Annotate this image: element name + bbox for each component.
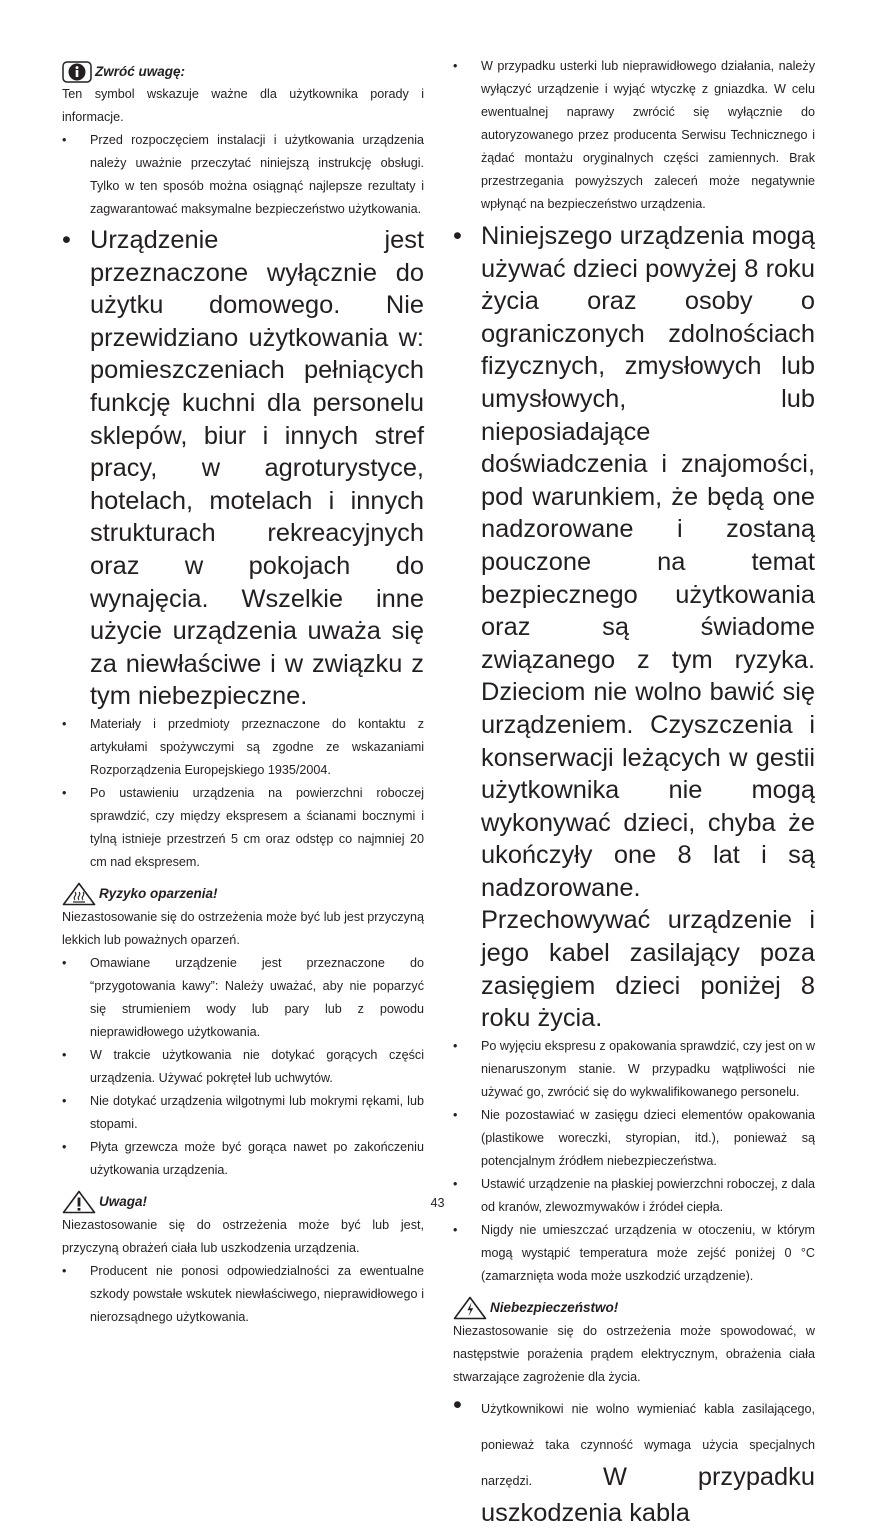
burn-heading: [62, 882, 424, 906]
right-column: [453, 55, 815, 1529]
note-intro: Ten symbol wskazuje ważne dla użytkownika porady i informacje.: [62, 87, 424, 124]
list-item: • Producent nie ponosi odpowiedzialności za ewentualne szkody powstałe wskutek niewłaściwego, nieprawidłowego i nierozsądnego użytkowania.: [62, 1260, 424, 1329]
note-heading: [62, 60, 424, 83]
left-column: [62, 60, 424, 1329]
hot-surface-warning-icon: [62, 882, 96, 906]
danger-item-large-text: W przypadku uszkodzenia kabla: [481, 1462, 815, 1527]
list-item: • Płyta grzewcza może być gorąca nawet po zakończeniu użytkowania urządzenia.: [62, 1136, 424, 1182]
danger-title: Niebezpieczeństwo!: [490, 1300, 619, 1316]
list-item-large: • Urządzenie jest przeznaczone wyłącznie do użytku domowego. Nie przewidziano użytkowania w: pomieszczeniach pełniących funkcję kuchni dla personelu sklepów, biur i innych stref pracy, w agroturystyce, hotelach, motelach i innych strukturach rekreacyjnych oraz w pokojach do wynajęcia. Wszelkie inne użycie urządzenia uważa się za niewłaściwe i w związku z tym niebezpieczne.: [62, 224, 424, 713]
caution-title: Uwaga!: [99, 1194, 148, 1210]
list-item: • Nigdy nie umieszczać urządzenia w otoczeniu, w którym mogą wystąpić temperatura może zejść poniżej 0 °C (zamarznięta woda może uszkodzić urządzenie).: [453, 1219, 815, 1288]
list-item: • Omawiane urządzenie jest przeznaczone do “przygotowania kawy”: Należy uważać, aby nie poparzyć się strumieniem wody lub pary lub z powodu nieprawidłowego użytkowania.: [62, 952, 424, 1044]
list-item: • W przypadku usterki lub nieprawidłowego działania, należy wyłączyć urządzenie i wyjąć wtyczkę z gniazdka. W celu ewentualnej naprawy zwrócić się wyłącznie do autoryzowanego przez producenta Serwisu Technicznego i żądać montażu oryginalnych części zamiennych. Brak przestrzegania powyższych zaleceń może negatywnie wpłynąć na bezpieczeństwo urządzenia.: [453, 55, 815, 216]
electric-hazard-warning-icon: [453, 1296, 487, 1320]
list-item: • Po wyjęciu ekspresu z opakowania sprawdzić, czy jest on w nienaruszonym stanie. W przypadku wątpliwości nie używać go, zwrócić się do wykwalifikowanego personelu.: [453, 1035, 815, 1104]
info-icon: [62, 61, 92, 83]
danger-heading: [453, 1296, 815, 1320]
list-item: • W trakcie użytkowania nie dotykać gorących części urządzenia. Używać pokręteł lub uchwytów.: [62, 1044, 424, 1090]
danger-intro: Niezastosowanie się do ostrzeżenia może spowodować, w następstwie porażenia prądem elektrycznym, obrażenia ciała stwarzające zagrożenie dla życia.: [453, 1323, 815, 1384]
list-item: • Nie dotykać urządzenia wilgotnymi lub mokrymi rękami, lub stopami.: [62, 1090, 424, 1136]
page-number: 43: [430, 1196, 445, 1210]
list-item: • Nie pozostawiać w zasięgu dzieci elementów opakowania (plastikowe woreczki, styropian, itd.), ponieważ są potencjalnym źródłem niebezpieczeństwa.: [453, 1104, 815, 1173]
list-item: • Materiały i przedmioty przeznaczone do kontaktu z artykułami spożywczymi są zgodne ze wskazaniami Rozporządzenia Europejskiego 1935/2004.: [62, 713, 424, 782]
list-item: • Ustawić urządzenie na płaskiej powierzchni roboczej, z dala od kranów, zlewozmywaków i źródeł ciepła.: [453, 1173, 815, 1219]
burn-title: Ryzyko oparzenia!: [99, 886, 218, 902]
list-item-mixed: [453, 1389, 815, 1529]
list-item: • Po ustawieniu urządzenia na powierzchni roboczej sprawdzić, czy między ekspresem a ścianami bocznymi i tylną istnieje przestrzeń 5 cm oraz odstęp co najmniej 20 cm nad ekspresem.: [62, 782, 424, 874]
caution-intro: Niezastosowanie się do ostrzeżenia może być lub jest, przyczyną obrażeń ciała lub uszkodzenia urządzenia.: [62, 1217, 424, 1255]
danger-item-small-text: Użytkownikowi nie wolno wymieniać kabla zasilającego, ponieważ taka czynność wymaga użycia specjalnych narzędzi.: [481, 1401, 815, 1488]
list-item: • Przed rozpoczęciem instalacji i użytkowania urządzenia należy uważnie przeczytać niniejszą instrukcję obsługi. Tylko w ten sposób można osiągnąć najlepsze rezultaty i zagwarantować maksymalne bezpieczeństwo użytkowania.: [62, 129, 424, 221]
burn-intro: Niezastosowanie się do ostrzeżenia może być lub jest przyczyną lekkich lub poważnych oparzeń.: [62, 909, 424, 947]
list-item-large: • Niniejszego urządzenia mogą używać dzieci powyżej 8 roku życia oraz osoby o ograniczonych zdolnościach fizycznych, zmysłowych lub umysłowych, lub nieposiadające doświadczenia i znajomości, pod warunkiem, że będą one nadzorowane i zostaną pouczone na temat bezpiecznego użytkowania oraz są świadome związanego z tym ryzyka. Dzieciom nie wolno bawić się urządzeniem. Czyszczenia i konserwacji leżących w gestii użytkownika nie mogą wykonywać dzieci, chyba że ukończyły one 8 lat i są nadzorowane. Przechowywać urządzenie i jego kabel zasilający poza zasięgiem dzieci poniżej 8 roku życia.: [453, 220, 815, 1035]
note-title: Zwróć uwagę:: [95, 64, 186, 79]
